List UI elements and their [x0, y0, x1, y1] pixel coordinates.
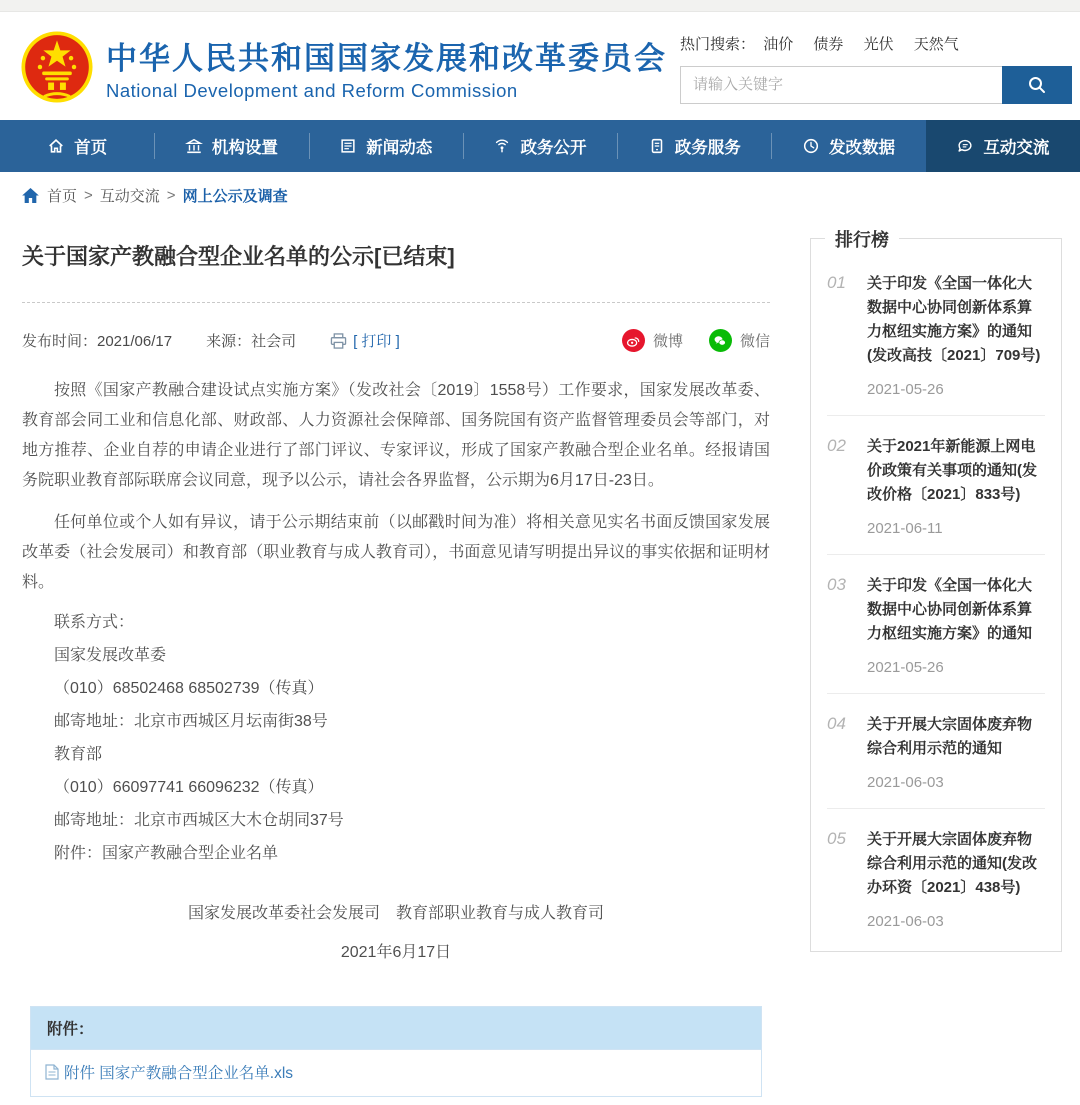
ranking-item-link[interactable]: 关于开展大宗固体废弃物综合利用示范的通知 — [867, 716, 1033, 757]
ranking-item-link[interactable]: 关于开展大宗固体废弃物综合利用示范的通知(发改办环资〔2021〕438号) — [867, 831, 1037, 896]
attachment-header: 附件： — [31, 1007, 761, 1049]
contact-line: 联系方式： — [54, 614, 135, 631]
ranking-item — [827, 555, 1045, 694]
hot-search-term-gas[interactable]: 天然气 — [913, 35, 959, 53]
breadcrumb-home[interactable]: 首页 — [47, 188, 78, 205]
ranking-item — [827, 416, 1045, 555]
nav-label: 互动交流 — [983, 139, 1050, 157]
contact-line: 教育部 — [54, 746, 103, 763]
ranking-item-date: 2021-06-03 — [867, 774, 944, 791]
contact-line: 邮寄地址：北京市西城区大木仓胡同37号 — [54, 812, 344, 829]
contact-line: （010）66097741 66096232（传真） — [54, 779, 324, 796]
sidebar — [810, 216, 1062, 1105]
source: 来源：社会司 — [206, 333, 297, 350]
hot-search-bar — [680, 33, 1072, 54]
home-icon — [47, 137, 65, 155]
contact-line: 国家发展改革委 — [54, 647, 167, 664]
nav-item-home[interactable] — [0, 120, 154, 172]
main-nav — [0, 120, 1080, 172]
rank-number: 02 — [827, 436, 846, 455]
search-area — [680, 31, 1072, 104]
top-strip — [0, 0, 1080, 12]
institution-icon — [185, 137, 203, 155]
weibo-share-button[interactable] — [622, 329, 683, 352]
ranking-item-date: 2021-05-26 — [867, 381, 944, 398]
site-titles — [106, 33, 667, 102]
hot-search-term-bonds[interactable]: 债券 — [813, 35, 844, 53]
divider — [22, 302, 770, 303]
weibo-icon — [622, 329, 645, 352]
breadcrumb-separator: > — [166, 187, 176, 204]
breadcrumb — [0, 172, 1080, 216]
breadcrumb-current[interactable]: 网上公示及调查 — [182, 188, 288, 205]
attachment-link[interactable] — [45, 1061, 293, 1083]
attachment-file-label: 附件 国家产教融合型企业名单.xls — [64, 1065, 294, 1082]
weibo-label: 微博 — [652, 333, 683, 350]
hot-search-label: 热门搜索： — [680, 35, 756, 53]
ranking-item-link[interactable]: 关于2021年新能源上网电价政策有关事项的通知(发改价格〔2021〕833号) — [867, 438, 1037, 503]
printer-icon — [330, 333, 347, 349]
document-icon — [648, 137, 666, 155]
nav-item-news[interactable] — [309, 120, 463, 172]
broadcast-icon — [493, 137, 511, 155]
article-paragraph: 任何单位或个人如有异议，请于公示期结束前（以邮戳时间为准）将相关意见实名书面反馈国家发展改革委（社会发展司）和教育部（职业教育与成人教育司），书面意见请写明提出异议的事实依据和证明材料。 — [22, 514, 770, 591]
ranking-item — [827, 694, 1045, 809]
print-label: [ 打印 ] — [353, 333, 400, 350]
ranking-item-date: 2021-06-11 — [867, 520, 943, 537]
ranking-item-date: 2021-06-03 — [867, 913, 944, 930]
rank-number: 04 — [827, 714, 846, 733]
national-emblem-icon — [20, 30, 94, 104]
ranking-panel — [810, 230, 1062, 952]
wechat-share-button[interactable] — [709, 329, 770, 352]
site-header — [0, 12, 1080, 120]
share-bar — [596, 329, 770, 352]
article-meta — [22, 329, 770, 352]
signature-date: 2021年6月17日 — [340, 944, 452, 961]
contact-block — [22, 606, 770, 870]
wechat-label: 微信 — [739, 333, 770, 350]
search-button[interactable] — [1002, 66, 1072, 104]
ranking-item-link[interactable]: 关于印发《全国一体化大数据中心协同创新体系算力枢纽实施方案》的通知(发改高技〔2021〕709号) — [867, 275, 1041, 364]
page-title: 关于国家产教融合型企业名单的公示[已结束] — [22, 244, 455, 269]
contact-line: （010）68502468 68502739（传真） — [54, 680, 324, 697]
nav-label: 新闻动态 — [366, 139, 433, 157]
nav-label: 政务服务 — [674, 139, 741, 157]
attachment-box — [30, 1006, 762, 1097]
article — [22, 216, 810, 1105]
hot-search-term-oil[interactable]: 油价 — [763, 35, 794, 53]
search-box — [680, 66, 1072, 104]
breadcrumb-section[interactable]: 互动交流 — [99, 188, 160, 205]
site-title-en: National Development and Reform Commission — [106, 79, 518, 101]
hot-search-term-pv[interactable]: 光伏 — [863, 35, 894, 53]
attachment-body — [31, 1049, 761, 1096]
news-icon — [339, 137, 357, 155]
article-paragraph: 按照《国家产教融合建设试点实施方案》（发改社会〔2019〕1558号）工作要求，国家发展改革委、教育部会同工业和信息化部、财政部、人力资源社会保障部、国务院国有资产监督管理委员会等部门，对地方推荐、企业自荐的申请企业进行了部门评议、专家评议，形成了国家产教融合型企业名单。经报请国务院职业教育部际联席会议同意，现予以公示，请社会各界监督，公示期为6月17日-23日。 — [22, 382, 770, 489]
nav-item-gov-info[interactable] — [463, 120, 617, 172]
content-container — [0, 216, 1080, 1105]
rank-number: 01 — [827, 273, 846, 292]
ranking-item-link[interactable]: 关于印发《全国一体化大数据中心协同创新体系算力枢纽实施方案》的通知 — [867, 577, 1033, 642]
ranking-title: 排行榜 — [825, 226, 899, 252]
nav-item-interaction[interactable] — [926, 120, 1080, 172]
contact-line: 附件：国家产教融合型企业名单 — [54, 845, 279, 862]
wechat-icon — [709, 329, 732, 352]
publish-date: 发布时间：2021/06/17 — [22, 333, 173, 350]
home-icon — [22, 188, 39, 203]
ranking-item — [827, 253, 1045, 416]
signature: 国家发展改革委社会发展司 教育部职业教育与成人教育司 — [187, 905, 604, 922]
ranking-item — [827, 809, 1045, 947]
nav-item-org[interactable] — [154, 120, 308, 172]
nav-label: 政务公开 — [520, 139, 587, 157]
search-icon — [1027, 75, 1047, 95]
clock-icon — [802, 137, 820, 155]
nav-item-data[interactable] — [771, 120, 925, 172]
nav-label: 发改数据 — [829, 139, 896, 157]
print-button[interactable] — [330, 330, 400, 351]
nav-label: 首页 — [74, 139, 108, 157]
contact-line: 邮寄地址：北京市西城区月坛南街38号 — [54, 713, 328, 730]
rank-number: 03 — [827, 575, 846, 594]
site-title-cn: 中华人民共和国国家发展和改革委员会 — [106, 40, 667, 76]
ranking-item-date: 2021-05-26 — [867, 659, 944, 676]
chat-icon — [956, 137, 974, 155]
breadcrumb-separator: > — [84, 187, 93, 204]
search-input[interactable] — [680, 66, 1002, 104]
file-icon — [45, 1064, 59, 1080]
nav-item-gov-service[interactable] — [617, 120, 771, 172]
rank-number: 05 — [827, 829, 846, 848]
nav-label: 机构设置 — [211, 139, 278, 157]
